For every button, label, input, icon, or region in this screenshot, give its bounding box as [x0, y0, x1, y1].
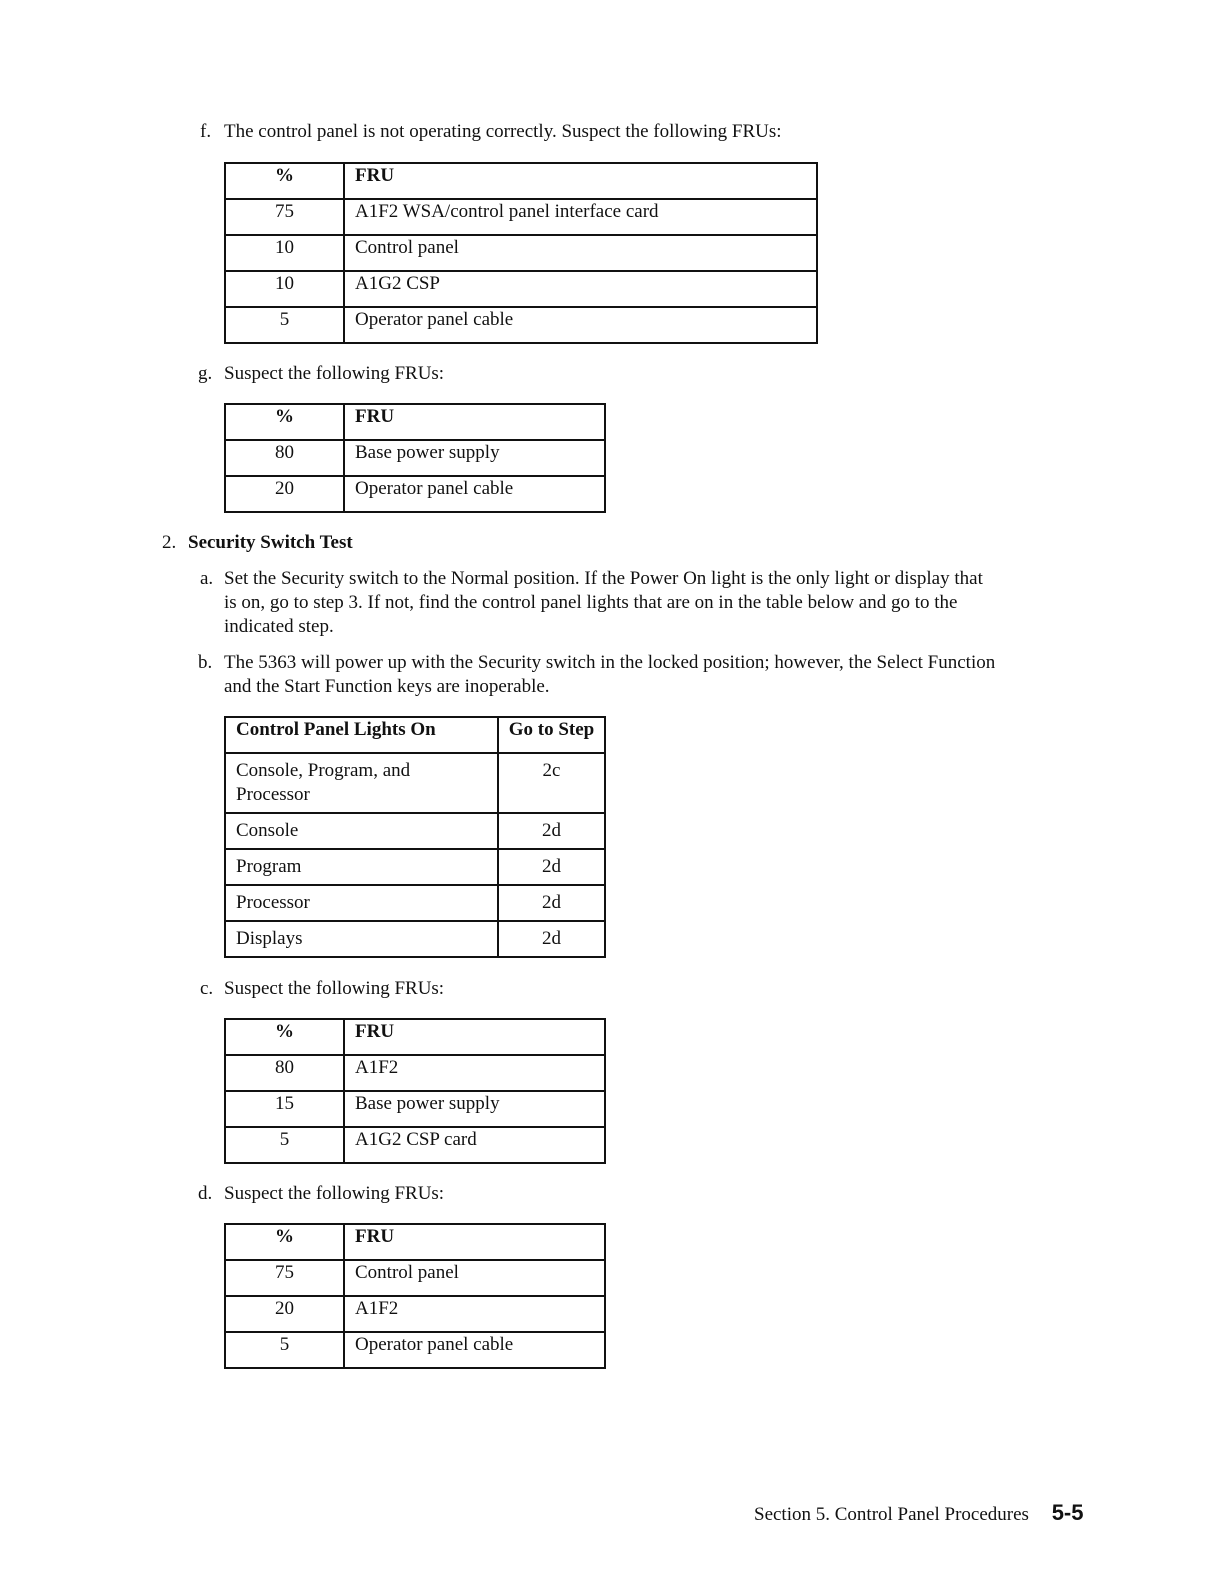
- percent-cell: 5: [225, 1127, 344, 1163]
- table-header-row: [225, 1019, 605, 1055]
- fru-cell: A1F2: [344, 1296, 605, 1332]
- fru-cell: Operator panel cable: [344, 476, 605, 512]
- percent-cell: 10: [225, 235, 344, 271]
- item-c-text: Suspect the following FRUs:: [224, 978, 445, 999]
- table-row: [225, 271, 817, 307]
- item-g-marker: g.: [198, 363, 213, 384]
- lights-cell-line-1: Console, Program, and: [236, 760, 411, 781]
- percent-cell: 20: [225, 1296, 344, 1332]
- item-f-text: The control panel is not operating correctly. Suspect the following FRUs:: [224, 121, 782, 142]
- item-f-marker: f.: [200, 121, 212, 142]
- table-header-row: [225, 163, 817, 199]
- header-fru: FRU: [344, 163, 817, 199]
- header-percent: %: [225, 163, 344, 199]
- lights-cell: [225, 753, 498, 813]
- item-a-line-2: is on, go to step 3. If not, find the control panel lights that are on in the table below and go to the: [224, 592, 958, 613]
- percent-cell: 20: [225, 476, 344, 512]
- item-c-marker: c.: [200, 978, 214, 999]
- header-percent: %: [225, 1019, 344, 1055]
- step-cell: 2c: [498, 753, 605, 813]
- fru-cell: Base power supply: [344, 440, 605, 476]
- table-header-row: [225, 717, 605, 753]
- step-cell: 2d: [498, 885, 605, 921]
- header-fru: FRU: [344, 404, 605, 440]
- lights-cell: Console: [225, 813, 498, 849]
- fru-cell: Operator panel cable: [344, 1332, 605, 1368]
- item-b-line-2: and the Start Function keys are inoperable.: [224, 676, 550, 697]
- percent-cell: 75: [225, 199, 344, 235]
- table-header-row: [225, 404, 605, 440]
- page-number: 5-5: [1051, 1500, 1084, 1525]
- table-row: [225, 1055, 605, 1091]
- fru-cell: Base power supply: [344, 1091, 605, 1127]
- table-row: [225, 440, 605, 476]
- fru-table-g: [224, 403, 606, 513]
- percent-cell: 15: [225, 1091, 344, 1127]
- item-d-marker: d.: [198, 1183, 213, 1204]
- fru-table-f: [224, 162, 818, 344]
- step-cell: 2d: [498, 921, 605, 957]
- table-row: [225, 1260, 605, 1296]
- item-b-line-1: The 5363 will power up with the Security switch in the locked position; however, the Select Function: [224, 652, 996, 673]
- percent-cell: 5: [225, 307, 344, 343]
- table-row: [225, 199, 817, 235]
- header-percent: %: [225, 404, 344, 440]
- fru-cell: Control panel: [344, 1260, 605, 1296]
- table-row: [225, 476, 605, 512]
- item-a-line-3: indicated step.: [224, 616, 334, 637]
- table-row: [225, 921, 605, 957]
- item-b-marker: b.: [198, 652, 213, 673]
- lights-cell-line-2: Processor: [236, 784, 310, 805]
- table-row: [225, 235, 817, 271]
- table-row: [225, 753, 605, 813]
- page-footer: [754, 1500, 1083, 1528]
- fru-cell: A1G2 CSP: [344, 271, 817, 307]
- table-row: [225, 1296, 605, 1332]
- table-row: [225, 307, 817, 343]
- percent-cell: 80: [225, 440, 344, 476]
- table-row: [225, 849, 605, 885]
- item-a-marker: a.: [200, 568, 214, 589]
- percent-cell: 75: [225, 1260, 344, 1296]
- header-fru: FRU: [344, 1224, 605, 1260]
- header-lights-on: Control Panel Lights On: [225, 717, 498, 753]
- table-row: [225, 813, 605, 849]
- lights-cell: Displays: [225, 921, 498, 957]
- fru-cell: A1F2 WSA/control panel interface card: [344, 199, 817, 235]
- control-panel-lights-table: [224, 716, 606, 958]
- fru-cell: A1F2: [344, 1055, 605, 1091]
- item-d-text: Suspect the following FRUs:: [224, 1183, 445, 1204]
- header-fru: FRU: [344, 1019, 605, 1055]
- table-header-row: [225, 1224, 605, 1260]
- step-cell: 2d: [498, 813, 605, 849]
- section-2-title: Security Switch Test: [188, 532, 353, 553]
- lights-cell: Processor: [225, 885, 498, 921]
- percent-cell: 10: [225, 271, 344, 307]
- percent-cell: 80: [225, 1055, 344, 1091]
- fru-table-d: [224, 1223, 606, 1369]
- fru-table-c: [224, 1018, 606, 1164]
- table-row: [225, 1091, 605, 1127]
- fru-cell: Operator panel cable: [344, 307, 817, 343]
- section-2-marker: 2.: [162, 532, 177, 553]
- percent-cell: 5: [225, 1332, 344, 1368]
- fru-cell: A1G2 CSP card: [344, 1127, 605, 1163]
- header-go-to-step: Go to Step: [498, 717, 605, 753]
- item-g-text: Suspect the following FRUs:: [224, 363, 445, 384]
- fru-cell: Control panel: [344, 235, 817, 271]
- lights-cell: Program: [225, 849, 498, 885]
- header-percent: %: [225, 1224, 344, 1260]
- item-a-line-1: Set the Security switch to the Normal position. If the Power On light is the only light or display that: [224, 568, 983, 589]
- footer-section-title: Section 5. Control Panel Procedures: [754, 1504, 1029, 1525]
- step-cell: 2d: [498, 849, 605, 885]
- table-row: [225, 885, 605, 921]
- table-row: [225, 1127, 605, 1163]
- table-row: [225, 1332, 605, 1368]
